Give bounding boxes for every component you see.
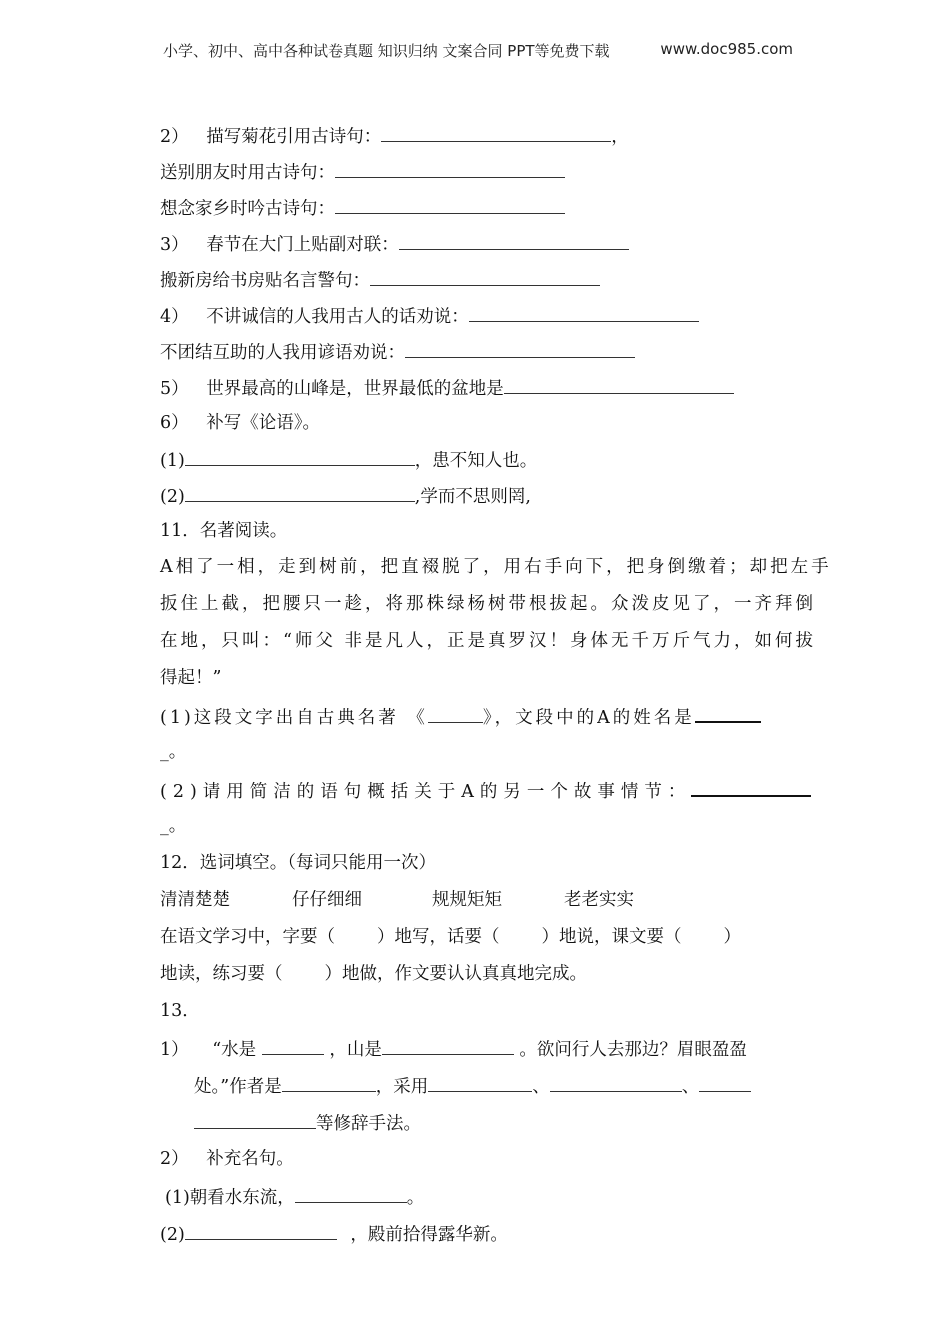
item-label: 1） — [160, 1040, 189, 1060]
q11-passage-line-2: 扳住上截，把腰只一趁，将那株绿杨树带根拔起。众泼皮见了，一齐拜倒 — [160, 594, 816, 614]
rhetoric-blank[interactable] — [550, 1073, 682, 1092]
poem-text: 处。”作者是 — [194, 1077, 282, 1097]
poem-text: ，采用 — [375, 1077, 429, 1097]
punctuation: ， — [611, 127, 629, 147]
q11-sub-2 — [160, 777, 811, 804]
header-url: www.doc985.com — [660, 40, 793, 58]
q10-item-3-line-1 — [160, 231, 629, 257]
q13-item-1-line-1 — [160, 1036, 747, 1062]
q11-sub-1 — [160, 703, 761, 730]
q13-item-1-line-3 — [194, 1110, 421, 1136]
answer-blank[interactable] — [185, 447, 415, 466]
item-label: 2） — [160, 1149, 189, 1169]
quote-end: ，殿前拾得露华新。 — [350, 1225, 508, 1245]
word-option: 清清楚楚 — [160, 890, 230, 910]
rhetoric-blank-cont[interactable] — [194, 1110, 316, 1129]
book-title-blank[interactable] — [428, 704, 483, 723]
q10-item-4-line-1 — [160, 303, 699, 329]
answer-blank[interactable] — [295, 1184, 407, 1203]
item-prompt: 送别朋友时用古诗句： — [160, 163, 335, 183]
q13-item-2-sub-2 — [160, 1221, 508, 1247]
q11-passage-line-4: 得起！” — [160, 668, 222, 688]
author-blank[interactable] — [282, 1073, 376, 1092]
q10-item-6-sub-1 — [160, 447, 537, 473]
q11-passage-line-1: A相了一相，走到树前，把直裰脱了，用右手向下，把身倒缴着；却把左手 — [160, 557, 832, 577]
q10-item-2-line-2 — [160, 159, 565, 185]
q12-word-options — [160, 888, 634, 912]
sub-label: (1) — [160, 451, 185, 471]
sub-prompt: (2)请用简洁的语句概括关于A的另一个故事情节： — [160, 782, 692, 802]
q13-item-2 — [160, 1147, 294, 1171]
sentence-text: 地读，练习要（ — [160, 964, 283, 984]
quote-end: ,学而不思则罔, — [414, 487, 531, 507]
q12-sentence-line-1 — [160, 925, 741, 949]
sub-label: (2) — [160, 1225, 185, 1245]
item-prompt: 想念家乡时吟古诗句： — [160, 199, 335, 219]
answer-blank[interactable] — [504, 375, 734, 394]
item-prompt: 不讲诚信的人我用古人的话劝说： — [206, 307, 469, 327]
rhetoric-blank[interactable] — [428, 1073, 532, 1092]
q12-title: 12．选词填空。（每词只能用一次） — [160, 853, 437, 873]
q11-passage-line-3: 在地，只叫：“师父 非是凡人，正是真罗汉！身体无千万斤气力，如何拔 — [160, 631, 817, 651]
sentence-text: 在语文学习中，字要（ — [160, 927, 335, 947]
separator: 、 — [532, 1077, 550, 1097]
q10-item-3-line-2 — [160, 267, 600, 293]
poem-text: 等修辞手法。 — [316, 1114, 421, 1134]
q12-sentence-line-2 — [160, 962, 587, 986]
item-prompt: 不团结互助的人我用谚语劝说： — [160, 343, 405, 363]
q10-item-2-line-3 — [160, 195, 565, 221]
punctuation: 。 — [406, 1188, 425, 1208]
answer-blank[interactable] — [399, 231, 629, 250]
word-option: 仔仔细细 — [292, 890, 362, 910]
rhetoric-blank[interactable] — [699, 1073, 751, 1092]
q13-item-1-line-2 — [194, 1073, 751, 1099]
q11-sub-1-end: _。 — [160, 742, 187, 762]
answer-blank[interactable] — [370, 267, 600, 286]
answer-blank[interactable] — [382, 1036, 514, 1055]
q11-title: 11．名著阅读。 — [160, 521, 288, 541]
answer-blank[interactable] — [691, 777, 811, 797]
word-option: 老老实实 — [564, 890, 634, 910]
q10-item-6 — [160, 411, 320, 435]
q10-item-4-line-2 — [160, 339, 635, 365]
item-prompt: 描写菊花引用古诗句： — [206, 127, 382, 147]
quote-end: ，患不知人也。 — [414, 451, 538, 471]
header-tagline: 小学、初中、高中各种试卷真题 知识归纳 文案合同 PPT等免费下载 — [163, 42, 610, 60]
item-prompt: 搬新房给书房贴名言警句： — [160, 271, 370, 291]
quote-start: (1)朝看水东流， — [165, 1188, 295, 1208]
separator: 、 — [681, 1077, 700, 1097]
word-option: 规规矩矩 — [432, 890, 502, 910]
poem-text: ，山是 — [329, 1040, 382, 1060]
answer-blank[interactable] — [469, 303, 699, 322]
answer-blank[interactable] — [405, 339, 635, 358]
item-label: 5） — [160, 379, 189, 399]
q13-item-2-sub-1 — [165, 1184, 424, 1210]
answer-blank[interactable] — [381, 123, 611, 142]
sentence-text: ） — [723, 927, 741, 947]
sub-label: (2) — [160, 487, 185, 507]
answer-blank[interactable] — [262, 1036, 324, 1055]
answer-blank[interactable] — [335, 159, 565, 178]
q11-sub-2-end: _。 — [160, 816, 187, 836]
sentence-text: ）地说，课文要（ — [541, 927, 682, 947]
q10-item-2-line-1 — [160, 123, 629, 149]
sub-prompt: (1)这段文字出自古典名著 《 — [160, 708, 428, 728]
item-prompt: 补充名句。 — [206, 1149, 294, 1169]
page-header — [163, 40, 793, 61]
item-prompt: 补写《论语》。 — [206, 413, 320, 433]
q13-title: 13． — [160, 1001, 200, 1021]
answer-blank[interactable] — [185, 1221, 337, 1240]
answer-blank[interactable] — [335, 195, 565, 214]
item-prompt: 世界最高的山峰是，世界最低的盆地是 — [206, 379, 504, 399]
answer-blank[interactable] — [185, 483, 415, 502]
item-label: 2） — [160, 127, 189, 147]
answer-blank[interactable] — [695, 703, 761, 723]
q10-item-6-sub-2 — [160, 483, 531, 509]
item-label: 3） — [160, 235, 189, 255]
sentence-text: ）地做，作文要认认真真地完成。 — [324, 964, 587, 984]
poem-text: 。欲问行人去那边？眉眼盈盈 — [519, 1040, 747, 1060]
poem-text: “水是 — [212, 1040, 257, 1060]
item-prompt: 春节在大门上贴副对联： — [206, 235, 399, 255]
item-label: 4） — [160, 307, 189, 327]
item-label: 6） — [160, 413, 189, 433]
sub-prompt-cont: 》，文段中的A的姓名是 — [482, 708, 695, 728]
q10-item-5 — [160, 375, 734, 401]
sentence-text: ）地写，话要（ — [377, 927, 500, 947]
